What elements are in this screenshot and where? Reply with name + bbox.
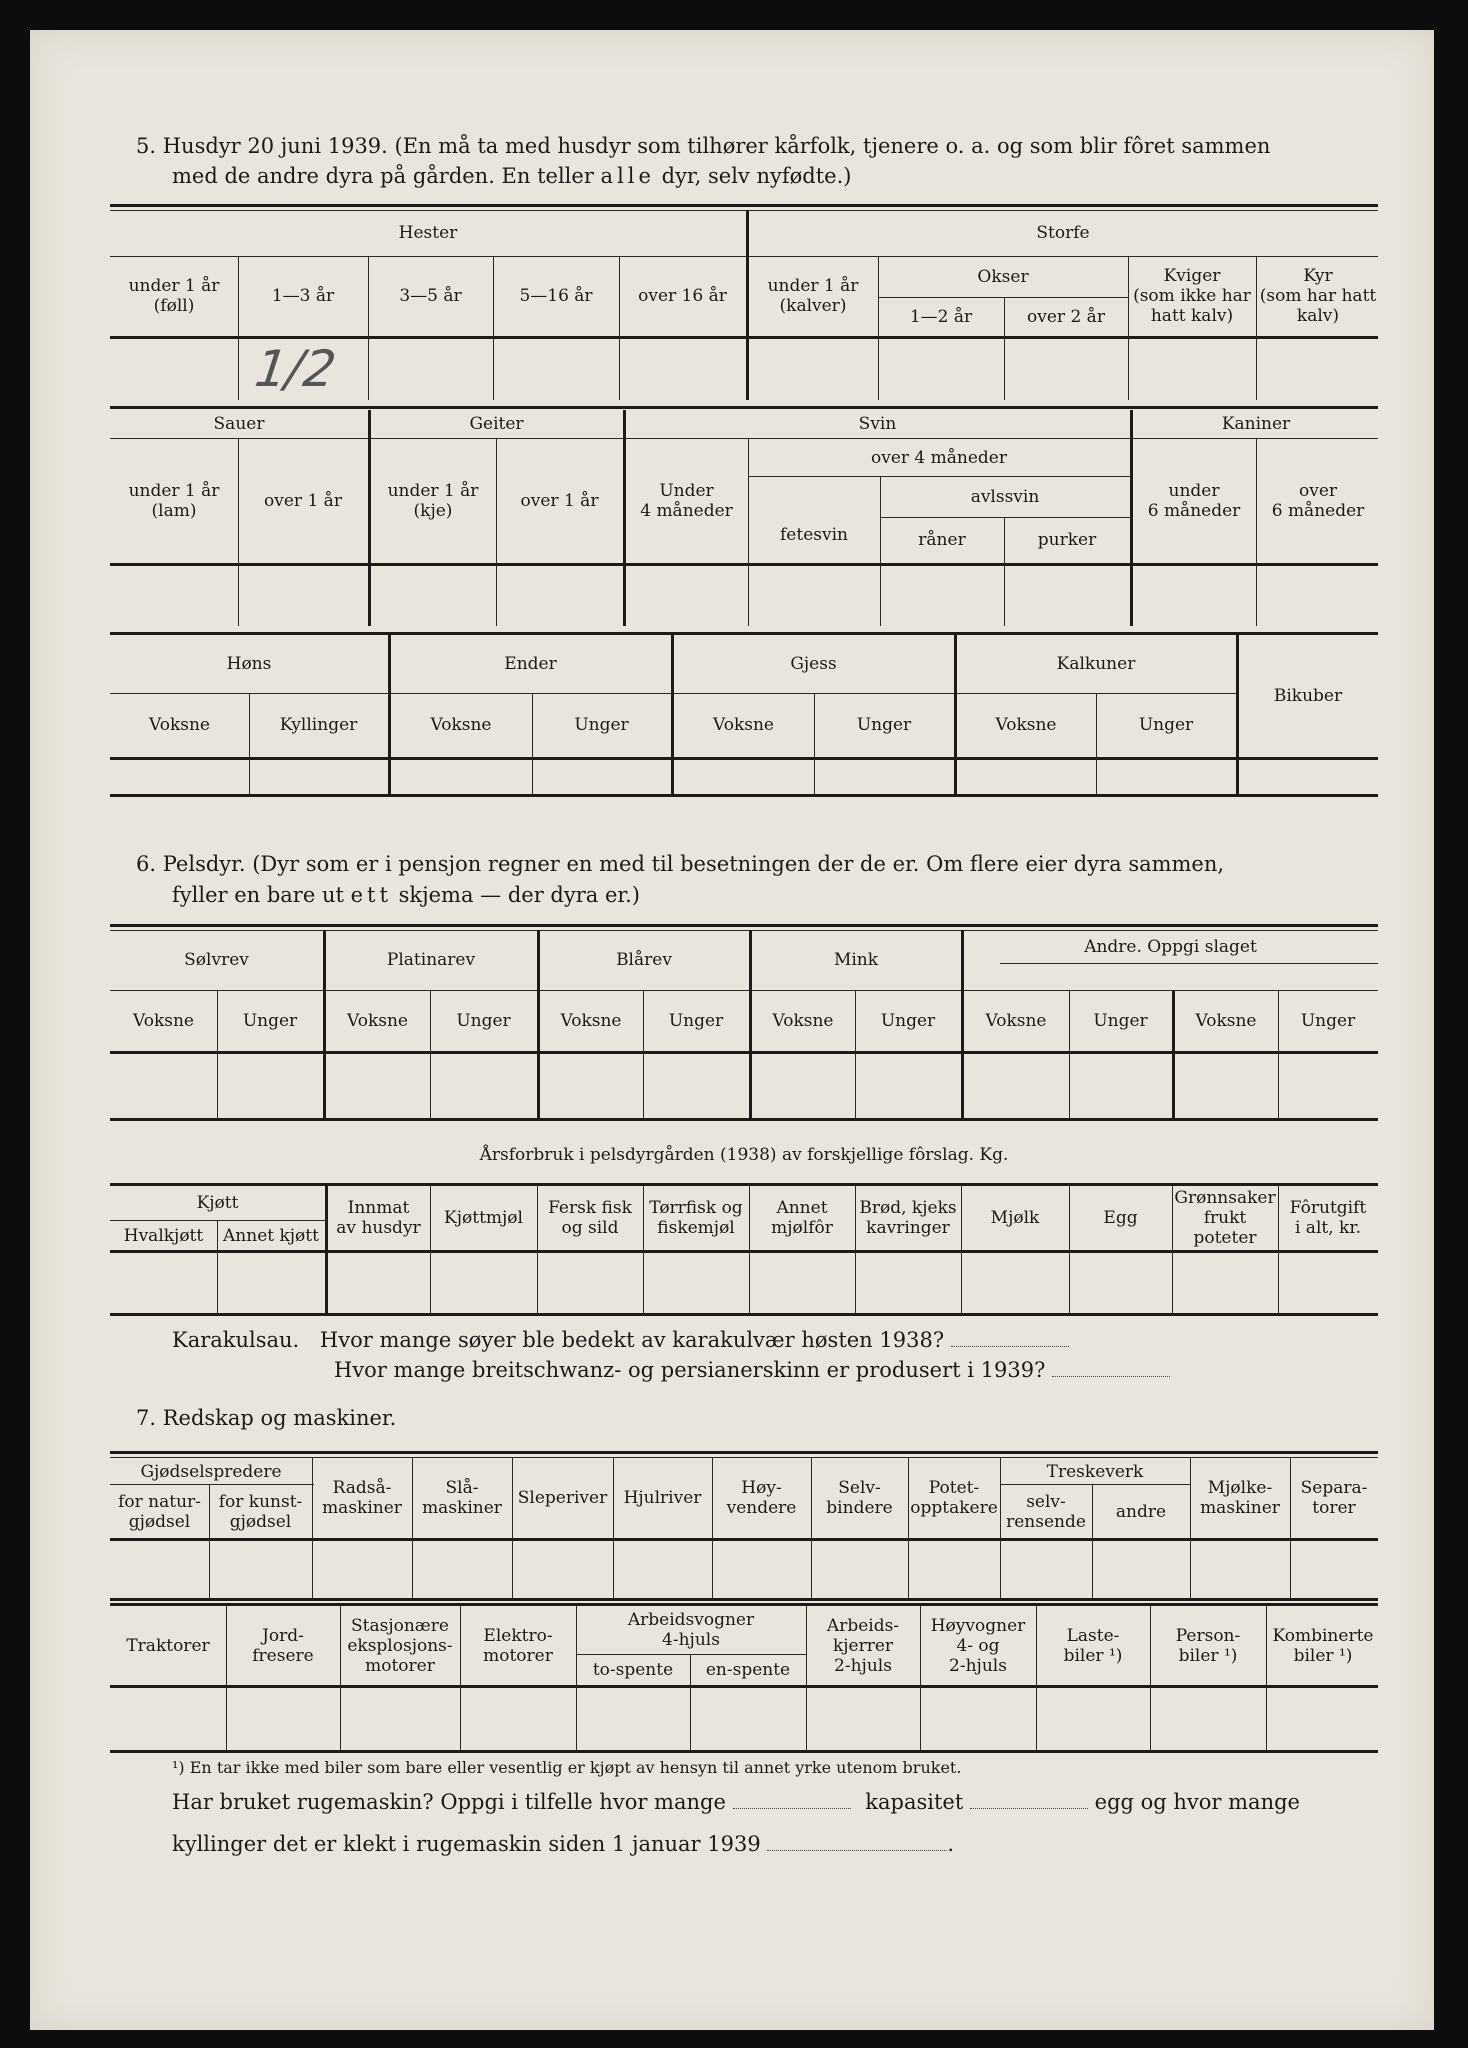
- rugemaskin-line-2: kyllinger det er klekt i rugemaskin siden 1 januar 1939 .: [172, 1832, 955, 1856]
- col-hester-1-3: 1—3 år: [271, 286, 335, 306]
- section-5-line-2a: med de andre dyra på gården. En teller: [172, 164, 594, 188]
- section-6-emphasis: ett: [350, 883, 392, 907]
- header-kaniner: Kaniner: [1221, 414, 1291, 434]
- section-6-number: 6.: [136, 852, 157, 876]
- karakul-q2-text: Hvor mange breitschwanz- og persianerskinn er produsert i 1939?: [334, 1358, 1046, 1382]
- col-gjess-voksne: Voksne: [713, 715, 774, 735]
- rugemaskin-question: Har bruket rugemaskin? Oppgi i tilfelle hvor mange: [172, 1790, 726, 1814]
- header-okser: Okser: [977, 267, 1029, 287]
- col-hester-over-16: over 16 år: [638, 286, 727, 306]
- header-storfe: Storfe: [1036, 223, 1090, 243]
- col-radsamaskiner: Radså- maskiner: [322, 1478, 402, 1518]
- header-andre-oppgi-slaget: Andre. Oppgi slaget: [1084, 937, 1257, 957]
- col-ender-unger: Unger: [574, 715, 629, 735]
- karakul-question-1: [172, 1328, 1069, 1352]
- header-platinarev: Platinarev: [386, 950, 476, 970]
- col-lastebiler: Laste- biler ¹): [1063, 1625, 1123, 1666]
- col-egg: Egg: [1103, 1207, 1138, 1228]
- karakul-q2-answer[interactable]: [1052, 1360, 1170, 1377]
- header-kalkuner: Kalkuner: [1056, 654, 1136, 674]
- col-kyr: Kyr (som har hatt kalv): [1259, 266, 1377, 326]
- col-gronnsaker: Grønnsaker frukt poteter: [1174, 1187, 1276, 1248]
- col-kalver: under 1 år (kalver): [767, 276, 859, 316]
- col-treskeverk-andre: andre: [1115, 1501, 1167, 1522]
- col-okser-1-2: 1—2 år: [909, 307, 973, 327]
- col-solvrev-unger: Unger: [242, 1011, 298, 1031]
- col-platinarev-unger: Unger: [456, 1011, 511, 1031]
- col-solvrev-voksne: Voksne: [133, 1011, 194, 1031]
- col-hester-3-5: 3—5 år: [399, 286, 462, 306]
- col-separatorer: Separa- torer: [1300, 1478, 1368, 1518]
- col-kjottmjol: Kjøttmjøl: [444, 1207, 523, 1228]
- col-sleperiver: Sleperiver: [517, 1488, 608, 1508]
- section-6-line-2: [172, 883, 640, 907]
- col-lam: under 1 år (lam): [128, 481, 220, 521]
- header-svin: Svin: [858, 414, 897, 434]
- karakul-label: Karakulsau.: [172, 1328, 300, 1352]
- col-potetopptakere: Potet- opptakere: [910, 1478, 998, 1518]
- col-selvrensende: selv- rensende: [1006, 1491, 1086, 1532]
- col-personbiler: Person- biler ¹): [1175, 1625, 1241, 1666]
- header-hons: Høns: [226, 654, 272, 674]
- section-5-line-2b: dyr, selv nyfødte.): [661, 164, 852, 188]
- col-gjess-unger: Unger: [856, 715, 912, 735]
- section-5-line-1: [136, 134, 1270, 158]
- col-bikuber: Bikuber: [1273, 686, 1343, 706]
- col-elektromotorer: Elektro- motorer: [483, 1625, 553, 1666]
- header-gjess: Gjess: [790, 654, 837, 674]
- col-to-spente: to-spente: [592, 1660, 674, 1680]
- col-eksplosjonsmotorer: Stasjonære eksplosjons- motorer: [347, 1615, 453, 1676]
- kapasitet-answer[interactable]: [970, 1792, 1088, 1809]
- header-over-4-maneder: over 4 måneder: [871, 448, 1007, 468]
- header-treskeverk: Treskeverk: [1046, 1461, 1144, 1482]
- col-foll: under 1 år (føll): [128, 276, 220, 316]
- feed-table-title: Årsforbruk i pelsdyrgården (1938) av forskjellige fôrslag. Kg.: [479, 1145, 1009, 1165]
- col-mink-unger: Unger: [880, 1011, 936, 1031]
- col-okser-over-2: over 2 år: [1027, 307, 1105, 327]
- col-kalkuner-voksne: Voksne: [995, 715, 1057, 735]
- col-fersk-fisk: Fersk fisk og sild: [548, 1197, 632, 1238]
- col-hvalkjott: Hvalkjøtt: [123, 1225, 204, 1246]
- col-hons-voksne: Voksne: [149, 715, 210, 735]
- section-5-emphasis: alle: [600, 164, 655, 188]
- col-selvbindere: Selv- bindere: [826, 1478, 893, 1518]
- rugemaskin-line-1: [172, 1790, 1300, 1814]
- col-arbeidskjerrer: Arbeids- kjerrer 2-hjuls: [826, 1615, 900, 1676]
- header-gjodselspredere: Gjødselspredere: [140, 1461, 282, 1482]
- col-traktorer: Traktorer: [126, 1635, 210, 1656]
- section-5-line-2: [172, 164, 851, 188]
- col-annet-mjolfor: Annet mjølfôr: [771, 1197, 833, 1238]
- karakul-q1-answer[interactable]: [951, 1330, 1069, 1347]
- col-platinarev-voksne: Voksne: [347, 1011, 408, 1031]
- col-blarev-unger: Unger: [668, 1011, 724, 1031]
- col-en-spente: en-spente: [705, 1660, 791, 1680]
- col-innmat: Innmat av husdyr: [336, 1197, 421, 1238]
- col-mink-voksne: Voksne: [772, 1011, 834, 1031]
- col-kje: under 1 år (kje): [387, 481, 479, 521]
- col-blarev-voksne: Voksne: [560, 1011, 622, 1031]
- col-andre-2-voksne: Voksne: [1195, 1011, 1257, 1031]
- section-5-number: 5.: [136, 134, 157, 158]
- header-geiter: Geiter: [469, 414, 524, 434]
- col-brod: Brød, kjeks kavringer: [859, 1197, 957, 1238]
- col-kunst-gjodsel: for kunst- gjødsel: [218, 1491, 303, 1532]
- col-annet-kjott: Annet kjøtt: [223, 1225, 319, 1246]
- col-svin-under-4: Under 4 måneder: [640, 481, 733, 521]
- col-hoyvendere: Høy- vendere: [726, 1478, 797, 1518]
- col-andre-1-unger: Unger: [1093, 1011, 1148, 1031]
- col-slamaskiner: Slå- maskiner: [422, 1478, 502, 1518]
- col-kaniner-under-6: under 6 måneder: [1147, 481, 1241, 521]
- col-raner: råner: [918, 530, 966, 550]
- col-purker: purker: [1037, 530, 1097, 550]
- col-forutgift: Fôrutgift i alt, kr.: [1289, 1197, 1367, 1238]
- kyllinger-klekt-answer[interactable]: [767, 1834, 947, 1851]
- header-avlssvin: avlssvin: [970, 487, 1040, 507]
- footnote: ¹) En tar ikke med biler som bare eller vesentlig er kjøpt av hensyn til annet yrke utenom bruket.: [172, 1758, 962, 1777]
- section-6-line-1: [136, 852, 1224, 876]
- col-kombinerte-biler: Kombinerte biler ¹): [1272, 1625, 1374, 1666]
- karakul-question-2: [334, 1358, 1170, 1382]
- header-kjott: Kjøtt: [196, 1193, 239, 1213]
- col-mjolk: Mjølk: [990, 1207, 1040, 1228]
- kapasitet-label: kapasitet: [865, 1790, 964, 1814]
- col-hoyvogner: Høyvogner 4- og 2-hjuls: [930, 1615, 1026, 1676]
- col-geiter-over-1: over 1 år: [520, 491, 599, 511]
- rugemaskin-count-answer[interactable]: [733, 1792, 851, 1809]
- header-arbeidsvogner: Arbeidsvogner 4-hjuls: [627, 1610, 755, 1650]
- col-ender-voksne: Voksne: [430, 715, 492, 735]
- section-5-line-1-text: Husdyr 20 juni 1939. (En må ta med husdyr som tilhører kårfolk, tjenere o. a. og som blir fôret sammen: [162, 134, 1271, 158]
- handwritten-entry: 1/2: [245, 340, 345, 398]
- col-kyllinger: Kyllinger: [279, 715, 358, 735]
- karakul-q1-text: Hvor mange søyer ble bedekt av karakulvær høsten 1938?: [319, 1328, 945, 1352]
- egg-label: egg og hvor mange: [1094, 1790, 1300, 1814]
- header-blarev: Blårev: [616, 950, 672, 970]
- header-solvrev: Sølvrev: [184, 950, 249, 970]
- header-ender: Ender: [504, 654, 557, 674]
- section-6-line-2b: skjema — der dyra er.): [398, 883, 640, 907]
- header-hester: Hester: [398, 223, 458, 243]
- col-sauer-over-1: over 1 år: [264, 491, 342, 511]
- col-mjolkemaskiner: Mjølke- maskiner: [1200, 1478, 1280, 1518]
- col-hjulriver: Hjulriver: [623, 1488, 702, 1508]
- header-mink: Mink: [833, 950, 879, 970]
- col-kaniner-over-6: over 6 måneder: [1271, 481, 1365, 521]
- col-fetesvin: fetesvin: [780, 525, 848, 545]
- col-torrfisk: Tørrfisk og fiskemjøl: [649, 1197, 743, 1238]
- section-6-line-1-text: Pelsdyr. (Dyr som er i pensjon regner en med til besetningen der de er. Om flere eier dyra sammen,: [162, 852, 1225, 876]
- col-natur-gjodsel: for natur- gjødsel: [118, 1491, 201, 1532]
- header-sauer: Sauer: [213, 414, 265, 434]
- col-kalkuner-unger: Unger: [1138, 715, 1194, 735]
- kyllinger-klekt-question: kyllinger det er klekt i rugemaskin siden 1 januar 1939: [172, 1832, 761, 1856]
- col-andre-1-voksne: Voksne: [985, 1011, 1047, 1031]
- section-6-line-2a: fyller en bare ut: [172, 883, 344, 907]
- col-kviger: Kviger (som ikke har hatt kalv): [1133, 266, 1251, 326]
- col-andre-2-unger: Unger: [1300, 1011, 1356, 1031]
- section-7-title: 7. Redskap og maskiner.: [136, 1406, 397, 1430]
- col-jordfresere: Jord- fresere: [252, 1625, 314, 1666]
- col-hester-5-16: 5—16 år: [519, 286, 593, 306]
